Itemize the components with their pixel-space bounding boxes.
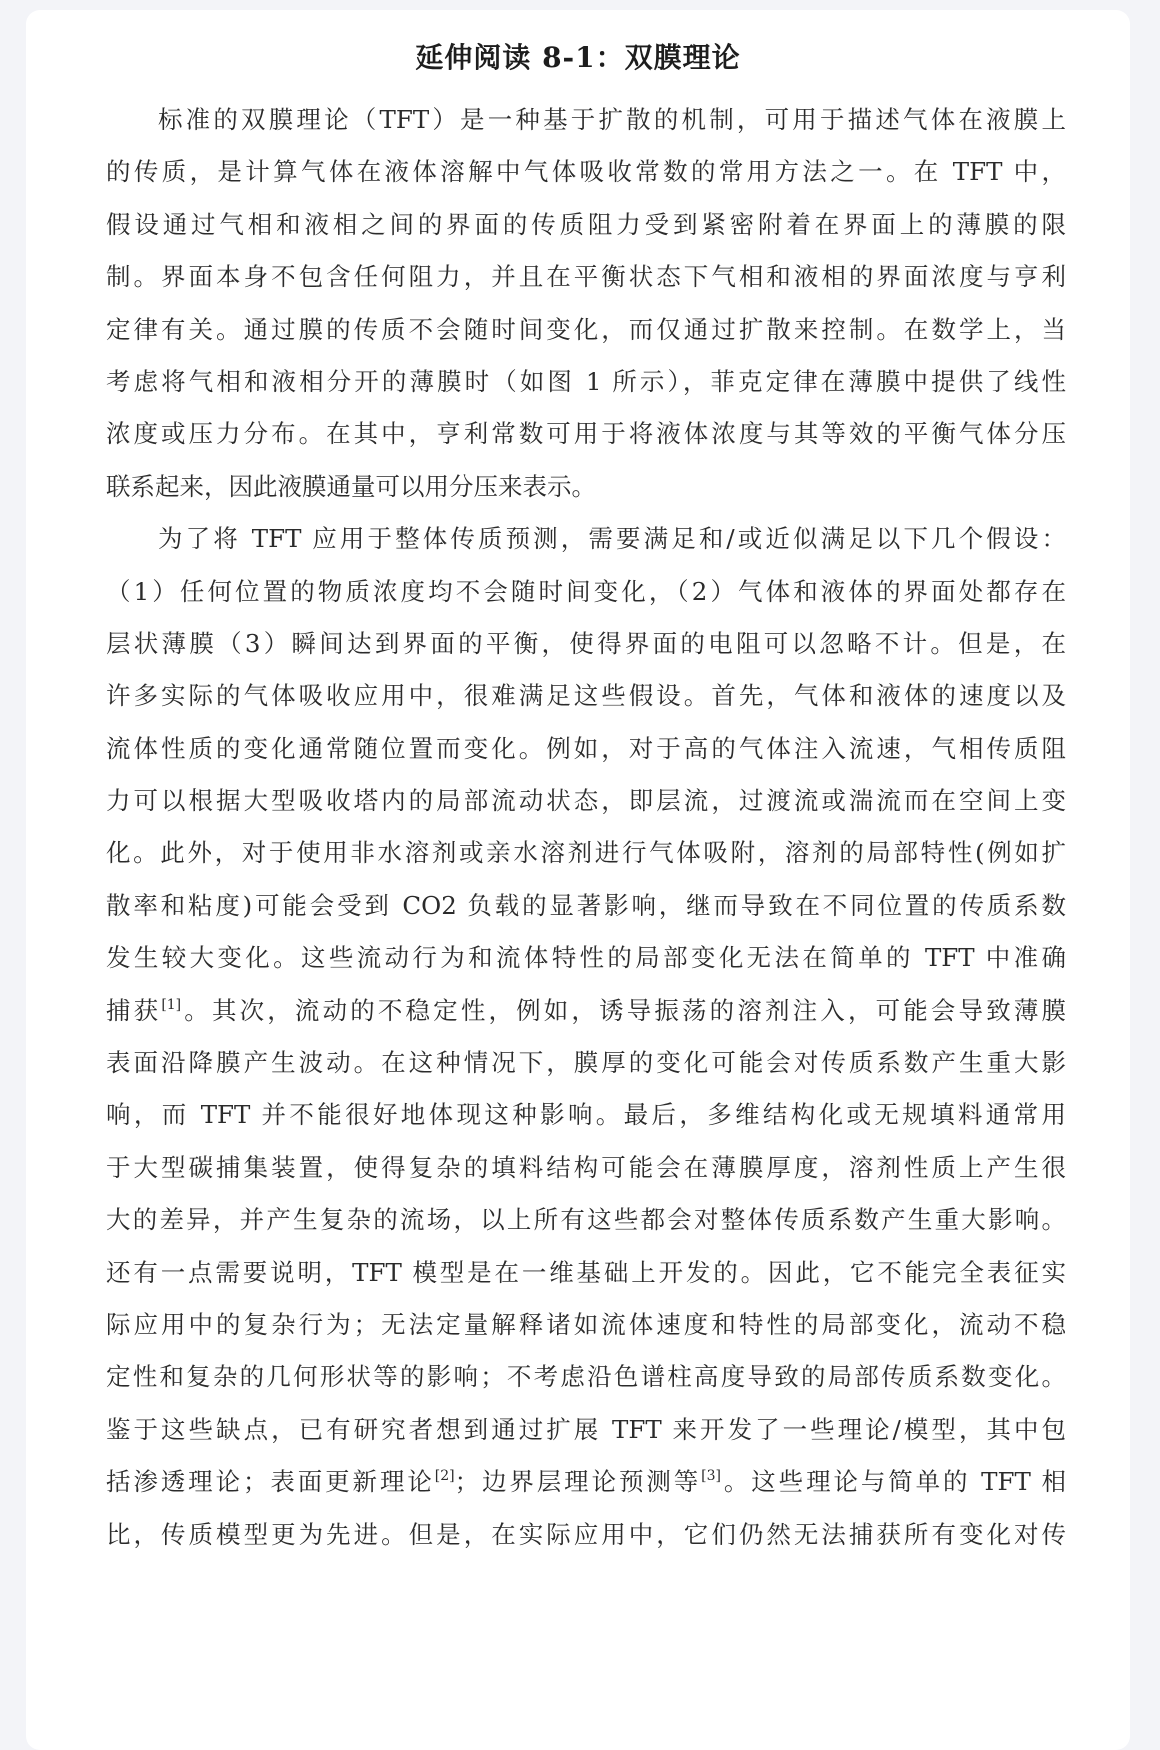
text-line: 浓度或压力分布。在其中，亨利常数可用于将液体浓度与其等效的平衡气体分压 [106,419,1066,449]
text-line: 为了将 TFT 应用于整体传质预测，需要满足和/或近似满足以下几个假设： [158,524,1066,554]
text-line: 定性和复杂的几何形状等的影响；不考虑沿色谱柱高度导致的局部传质系数变化。 [106,1362,1066,1392]
text-line: 考虑将气相和液相分开的薄膜时（如图 1 所示），菲克定律在薄膜中提供了线性 [106,366,1066,396]
text-line: 流体性质的变化通常随位置而变化。例如，对于高的气体注入流速，气相传质阻 [106,733,1066,763]
text-line: 响，而 TFT 并不能很好地体现这种影响。最后，多维结构化或无规填料通常用 [106,1100,1066,1130]
text-line: 表面沿降膜产生波动。在这种情况下，膜厚的变化可能会对传质系数产生重大影 [106,1048,1066,1078]
text-line: 假设通过气相和液相之间的界面的传质阻力受到紧密附着在界面上的薄膜的限 [106,209,1066,239]
text-line: 联系起来，因此液膜通量可以用分压来表示。 [106,471,596,501]
text-line: 鉴于这些缺点，已有研究者想到通过扩展 TFT 来开发了一些理论/模型，其中包 [106,1414,1066,1444]
line-segment: ；边界层理论预测等 [454,1467,702,1497]
line-segment: 括渗透理论；表面更新理论 [106,1467,435,1497]
text-line: 的传质，是计算气体在液体溶解中气体吸收常数的常用方法之一。在 TFT 中， [106,157,1066,187]
text-line: （1）任何位置的物质浓度均不会随时间变化，（2）气体和液体的界面处都存在 [106,576,1066,606]
citation-ref: [1] [161,996,182,1013]
text-line: 制。界面本身不包含任何阻力，并且在平衡状态下气相和液相的界面浓度与亨利 [106,262,1066,292]
text-line: 许多实际的气体吸收应用中，很难满足这些假设。首先，气体和液体的速度以及 [106,681,1066,711]
line-segment: 。这些理论与简单的 TFT 相 [721,1467,1067,1497]
paragraph-1 [106,94,1066,513]
text-line: 比，传质模型更为先进。但是，在实际应用中，它们仍然无法捕获所有变化对传 [106,1519,1066,1549]
document-page [26,10,1130,1750]
text-line: 层状薄膜（3）瞬间达到界面的平衡，使得界面的电阻可以忽略不计。但是，在 [106,628,1066,658]
text-line: 于大型碳捕集装置，使得复杂的填料结构可能会在薄膜厚度，溶剂性质上产生很 [106,1152,1066,1182]
text-line: 际应用中的复杂行为；无法定量解释诸如流体速度和特性的局部变化，流动不稳 [106,1309,1066,1339]
text-line: 散率和粘度)可能会受到 CO2 负载的显著影响，继而导致在不同位置的传质系数 [106,890,1066,920]
paragraph-2 [106,513,1066,1561]
text-line: 化。此外，对于使用非水溶剂或亲水溶剂进行气体吸附，溶剂的局部特性(例如扩 [106,838,1066,868]
text-line-with-citation [106,985,1066,1037]
text-line: 发生较大变化。这些流动行为和流体特性的局部变化无法在简单的 TFT 中准确 [106,943,1066,973]
text-line: 标准的双膜理论（TFT）是一种基于扩散的机制，可用于描述气体在液膜上 [158,105,1066,134]
text-line: 力可以根据大型吸收塔内的局部流动状态，即层流，过渡流或湍流而在空间上变 [106,786,1066,816]
citation-ref: [2] [434,1468,455,1485]
line-segment: 。其次，流动的不稳定性，例如，诱导振荡的溶剂注入，可能会导致薄膜 [181,995,1067,1025]
text-line: 大的差异，并产生复杂的流场，以上所有这些都会对整体传质系数产生重大影响。 [106,1205,1066,1235]
document-title: 延伸阅读 8-1：双膜理论 [415,41,741,74]
text-line-with-citation [106,1456,1066,1508]
text-line: 定律有关。通过膜的传质不会随时间变化，而仅通过扩散来控制。在数学上，当 [106,314,1066,344]
citation-ref: [3] [701,1468,721,1485]
document-body [106,94,1066,1561]
text-line: 还有一点需要说明，TFT 模型是在一维基础上开发的。因此，它不能完全表征实 [106,1257,1066,1287]
line-segment: 捕获 [106,995,162,1025]
